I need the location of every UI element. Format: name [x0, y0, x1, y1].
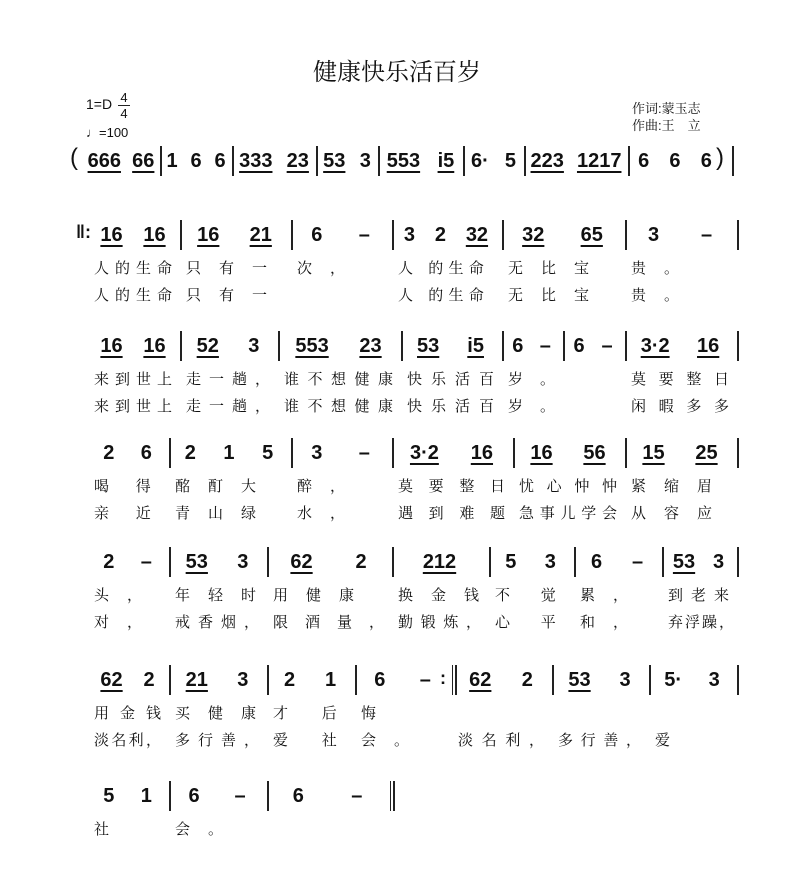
bar-line — [392, 220, 394, 250]
note-group: 6 — [140, 441, 152, 464]
time-top: 4 — [120, 90, 128, 105]
lyric-line-2: 弃浮躁， — [668, 613, 737, 631]
measure — [182, 222, 287, 248]
note-group: 6 — [374, 668, 386, 691]
measure — [565, 333, 621, 359]
bar-line — [291, 438, 293, 468]
note-group: – — [140, 550, 152, 573]
intro-measure — [82, 148, 160, 174]
lyric-line-1: 忧心忡忡 — [519, 477, 630, 495]
note-group: 6 — [590, 550, 603, 573]
note-group: 16 — [470, 441, 494, 464]
intro-measure — [524, 148, 628, 174]
note-group: – — [601, 334, 613, 357]
bar-line — [169, 781, 171, 811]
lyric-line-2: 无比宝 — [508, 286, 608, 304]
measure — [280, 333, 397, 359]
note-group: 1 — [140, 784, 152, 807]
note-group: 6 — [214, 149, 226, 172]
note-group: – — [234, 784, 246, 807]
lyric-line-2: 从容应 — [631, 504, 731, 522]
note-group: 3 — [311, 441, 323, 464]
intro-measure — [232, 148, 316, 174]
measure — [515, 440, 621, 466]
measure — [269, 549, 388, 575]
measure — [627, 333, 733, 359]
note-group: – — [539, 334, 551, 357]
note-group: 5 — [504, 149, 516, 172]
note-group: 3 — [237, 550, 249, 573]
measure — [182, 333, 274, 359]
intro-measure — [378, 148, 463, 174]
bar-line — [489, 547, 491, 577]
lyric-line-2: 多行善， — [558, 731, 649, 749]
bar-line — [180, 331, 182, 361]
measure — [293, 222, 388, 248]
lyric-line-2: 爱 社 — [273, 731, 352, 749]
note-group: 56 — [583, 441, 606, 464]
note-group: 21 — [185, 668, 208, 691]
bar-line — [502, 220, 504, 250]
lyric-line-1: 无比宝 — [508, 259, 608, 277]
lyric-line-2: 勤锻炼， — [398, 613, 489, 631]
note-group: – — [700, 223, 713, 246]
lyric-line-2: 只有一 — [186, 286, 286, 304]
bar-line — [232, 146, 234, 176]
lyric-line-1: 酩酊大 — [175, 477, 275, 495]
lyric-line-1: 悔 — [361, 704, 377, 722]
note-group: 553 — [295, 334, 329, 357]
repeat-end-bar — [452, 665, 457, 695]
measure — [554, 667, 645, 693]
note-group: 16 — [697, 334, 720, 357]
lyric-line-2: 急事儿学会 — [519, 504, 623, 522]
intro-open-paren: ( — [70, 144, 78, 171]
bar-line — [463, 146, 465, 176]
lyric-line-1: 次， — [297, 259, 364, 277]
lyric-line-1: 用金钱 — [94, 704, 173, 722]
note-group: 62 — [469, 668, 492, 691]
intro-measure — [316, 148, 378, 174]
note-group: 333 — [239, 149, 273, 172]
lyric-line-1: 买健康 — [175, 704, 275, 722]
intro-measure — [463, 148, 524, 174]
lyric-line-1: 谁不想健康 — [284, 370, 402, 388]
bar-line — [316, 146, 318, 176]
note-group: 3 — [619, 668, 631, 691]
lyric-line-1: 会。 — [175, 820, 242, 838]
bar-line — [574, 547, 576, 577]
bar-line — [524, 146, 526, 176]
note-group: 53 — [417, 334, 440, 357]
measure — [293, 440, 388, 466]
lyric-line-1: 不 觉 — [495, 586, 569, 604]
lyric-line-2: 快乐活百 — [407, 397, 504, 415]
note-group: 212 — [422, 550, 457, 573]
note-group: 1217 — [576, 149, 622, 172]
bar-line — [267, 547, 269, 577]
lyric-line-2: 闲暇多多 — [631, 397, 742, 415]
lyric-line-1: 社 — [94, 820, 110, 838]
measure — [269, 783, 386, 809]
bar-line — [737, 220, 739, 250]
note-group: 3 — [248, 334, 260, 357]
measure — [269, 667, 351, 693]
lyric-line-1: 来到世上 — [94, 370, 179, 388]
measure — [627, 222, 733, 248]
note-group: 1 — [324, 668, 337, 691]
note-group: 16 — [530, 441, 553, 464]
note-group: 3 — [359, 149, 371, 172]
lyric-line-1: 换金钱 — [398, 586, 498, 604]
time-bottom: 4 — [120, 106, 128, 121]
note-group: 5 — [262, 441, 274, 464]
note-group: 3 — [544, 550, 556, 573]
measure — [90, 549, 165, 575]
measure — [576, 549, 658, 575]
measure — [171, 783, 263, 809]
bar-line — [628, 146, 630, 176]
note-group: 2 — [143, 668, 155, 691]
measure — [90, 333, 176, 359]
note-group: 666 — [87, 149, 121, 172]
lyric-line-1: 才 后 — [273, 704, 352, 722]
bar-line — [169, 547, 171, 577]
lyric-line-1: 累， — [580, 586, 647, 604]
lyric-line-2: 走一趟， — [186, 397, 279, 415]
note-group: – — [419, 668, 431, 691]
lyric-line-2: 亲 近 — [94, 504, 162, 522]
note-group: 553 — [386, 149, 421, 172]
bar-line — [737, 665, 739, 695]
measure — [504, 222, 621, 248]
note-group: 5 — [505, 550, 517, 573]
note-group: 3 — [708, 668, 720, 691]
measure — [90, 440, 165, 466]
measure — [504, 333, 559, 359]
lyric-line-1: 岁。 — [508, 370, 573, 388]
note-group: 3 — [403, 223, 416, 246]
lyric-line-2: 贵。 — [631, 286, 698, 304]
quarter-note-icon: ♩ — [86, 125, 99, 140]
note-group: 16 — [100, 334, 123, 357]
note-group: 32 — [522, 223, 545, 246]
lyric-line-1: 头， — [94, 586, 161, 604]
measure — [403, 333, 498, 359]
lyric-line-1: 莫要整日 — [631, 370, 742, 388]
lyric-line-1: 喝 得 — [94, 477, 162, 495]
bar-line — [625, 220, 627, 250]
note-group: i5 — [437, 149, 455, 172]
lyric-line-2: 会。 — [361, 731, 428, 749]
repeat-end-sign: : — [440, 668, 446, 688]
note-group: 3 — [237, 668, 249, 691]
note-group: 62 — [290, 550, 313, 573]
lyric-line-1: 莫要整日 — [398, 477, 521, 495]
measure — [454, 667, 548, 693]
measure — [664, 549, 733, 575]
lyric-line-1: 年轻时 — [175, 586, 275, 604]
note-group: 3·2 — [409, 441, 439, 464]
note-group: 6 — [573, 334, 585, 357]
key-signature: 1=D — [86, 96, 113, 112]
bar-line — [160, 146, 162, 176]
lyric-line-2: 戒香烟， — [175, 613, 268, 631]
lyric-line-2: 心 平 — [495, 613, 569, 631]
lyric-line-1: 贵。 — [631, 259, 698, 277]
measure — [394, 222, 498, 248]
note-group: 62 — [100, 668, 123, 691]
measure — [90, 667, 165, 693]
tempo-value: =100 — [99, 125, 129, 140]
bar-line — [625, 331, 627, 361]
note-group: 53 — [185, 550, 208, 573]
note-group: – — [351, 784, 363, 807]
lyric-line-2: 淡名利， — [94, 731, 164, 749]
lyric-line-1: 人 的生命 — [398, 259, 490, 277]
note-group: 3 — [647, 223, 660, 246]
intro-measure — [160, 148, 232, 174]
note-group: 23 — [286, 149, 309, 172]
lyricist: 作词:蒙玉志 — [632, 101, 701, 116]
bar-line — [737, 438, 739, 468]
note-group: 53 — [323, 149, 346, 172]
bar-line — [355, 665, 357, 695]
note-group: 6 — [188, 784, 200, 807]
composer: 作曲:王 立 — [632, 118, 701, 133]
note-group: 25 — [695, 441, 718, 464]
bar-line — [649, 665, 651, 695]
bar-line — [267, 781, 269, 811]
measure — [90, 783, 165, 809]
lyric-line-2: 爱 — [655, 731, 671, 749]
bar-line — [267, 665, 269, 695]
note-group: i5 — [467, 334, 484, 357]
note-group: 2 — [103, 441, 115, 464]
measure — [171, 440, 287, 466]
bar-line — [662, 547, 664, 577]
lyric-line-1: 醉， — [297, 477, 364, 495]
measure — [627, 440, 733, 466]
note-group: 6 — [512, 334, 524, 357]
lyric-line-2: 和， — [580, 613, 647, 631]
note-group: 16 — [143, 223, 166, 246]
tempo-mark — [86, 125, 128, 140]
note-group: 23 — [359, 334, 382, 357]
bar-line — [278, 331, 280, 361]
lyric-line-2: 谁不想健康 — [284, 397, 402, 415]
lyric-line-2: 水， — [297, 504, 364, 522]
note-group: – — [358, 441, 370, 464]
bar-line — [392, 547, 394, 577]
note-group: 2 — [283, 668, 296, 691]
note-group: 2 — [103, 550, 115, 573]
bar-line — [737, 331, 739, 361]
lyric-line-2: 遇到难题 — [398, 504, 521, 522]
measure — [651, 667, 733, 693]
bar-line — [625, 438, 627, 468]
bar-line — [552, 665, 554, 695]
note-group: 16 — [197, 223, 220, 246]
lyric-line-1: 走一趟， — [186, 370, 279, 388]
note-group: 65 — [580, 223, 603, 246]
lyric-line-2: 多行善， — [175, 731, 268, 749]
lyric-line-2: 来到世上 — [94, 397, 179, 415]
measure — [171, 667, 263, 693]
measure — [171, 549, 263, 575]
note-group: 2 — [521, 668, 533, 691]
note-group: 6 — [700, 149, 712, 172]
note-group: 6 — [311, 223, 323, 246]
note-group: 6 — [638, 149, 650, 172]
bar-line — [401, 331, 403, 361]
note-group: 53 — [672, 550, 696, 573]
score-title: 健康快乐活百岁 — [313, 58, 481, 86]
bar-line — [180, 220, 182, 250]
bar-line — [169, 665, 171, 695]
note-group: 52 — [196, 334, 219, 357]
measure — [491, 549, 570, 575]
lyric-line-1: 只有一 — [186, 259, 286, 277]
bar-line — [563, 331, 565, 361]
lyric-line-2: 淡名利， — [458, 731, 553, 749]
measure — [357, 667, 448, 693]
note-group: 2 — [184, 441, 196, 464]
time-signature — [118, 90, 130, 121]
note-group: 16 — [100, 223, 123, 246]
note-group: 1 — [166, 149, 178, 172]
bar-line — [732, 146, 734, 176]
bar-line — [291, 220, 293, 250]
note-group: 66 — [132, 149, 155, 172]
bar-line — [513, 438, 515, 468]
lyric-line-1: 用健康 — [273, 586, 373, 604]
measure — [394, 549, 485, 575]
measure — [394, 440, 509, 466]
lyric-line-1: 到老来 — [668, 586, 738, 604]
lyric-line-2: 青山绿 — [175, 504, 275, 522]
note-group: 6 — [669, 149, 681, 172]
note-group: 3·2 — [640, 334, 670, 357]
bar-line — [378, 146, 380, 176]
note-group: 2 — [434, 223, 446, 246]
bar-line — [392, 438, 394, 468]
note-group: 16 — [143, 334, 166, 357]
note-group: 5· — [664, 668, 683, 691]
repeat-start-sign: ‖: — [76, 222, 91, 242]
note-group: 6 — [292, 784, 304, 807]
note-group: 6 — [190, 149, 202, 172]
intro-close-paren: ) — [716, 144, 724, 171]
note-group: – — [631, 550, 644, 573]
lyric-line-1: 人的生命 — [94, 259, 179, 277]
note-group: 15 — [642, 441, 665, 464]
note-group: 5 — [103, 784, 115, 807]
note-group: 21 — [249, 223, 272, 246]
bar-line — [169, 438, 171, 468]
lyric-line-2: 人的生命 — [94, 286, 179, 304]
note-group: 1 — [223, 441, 235, 464]
lyric-line-1: 紧缩眉 — [631, 477, 731, 495]
note-group: 6· — [471, 149, 489, 172]
note-group: 223 — [530, 149, 564, 172]
bar-line — [502, 331, 504, 361]
lyric-line-2: 对， — [94, 613, 161, 631]
final-bar — [390, 781, 395, 811]
lyric-line-1: 快乐活百 — [407, 370, 504, 388]
note-group: 32 — [465, 223, 489, 246]
lyric-line-2: 限酒量， — [273, 613, 402, 631]
bar-line — [737, 547, 739, 577]
note-group: 2 — [355, 550, 367, 573]
note-group: – — [358, 223, 370, 246]
note-group: 53 — [568, 668, 591, 691]
measure — [90, 222, 176, 248]
lyric-line-2: 人 的生命 — [398, 286, 490, 304]
intro-measure — [628, 148, 722, 174]
note-group: 3 — [712, 550, 725, 573]
lyric-line-2: 岁。 — [508, 397, 573, 415]
